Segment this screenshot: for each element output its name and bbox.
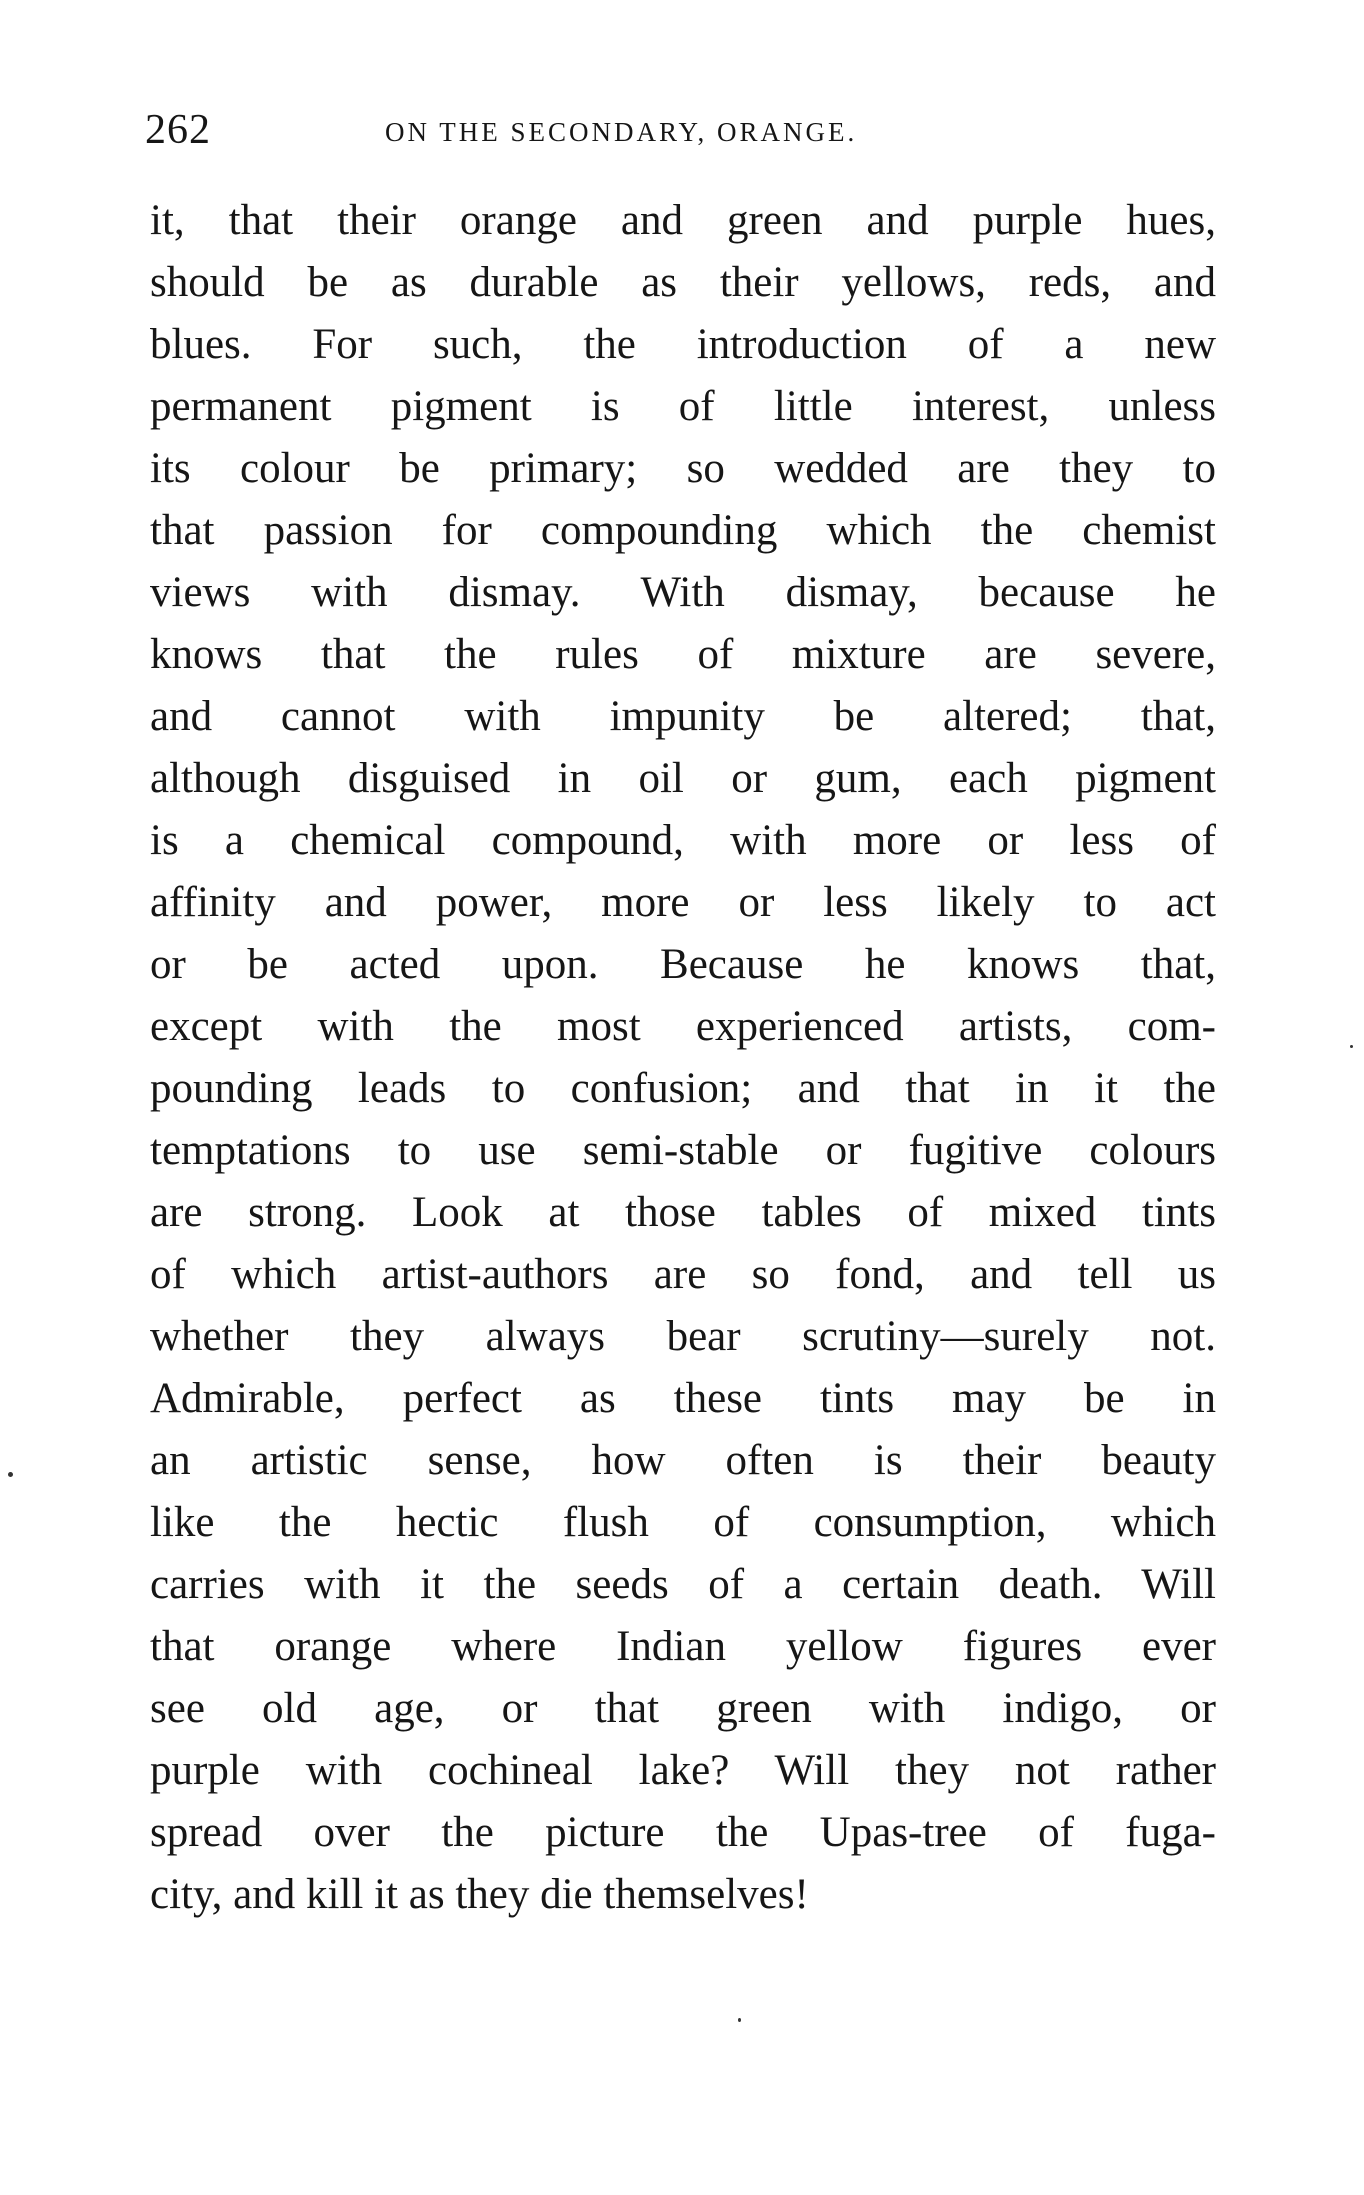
text-line: Admirable, perfect as these tints may be in bbox=[150, 1375, 1216, 1422]
text-line: carries with it the seeds of a certain death. Will bbox=[150, 1561, 1216, 1608]
text-line: it, that their orange and green and purple hues, bbox=[150, 197, 1216, 244]
text-line: although disguised in oil or gum, each pigment bbox=[150, 755, 1216, 802]
text-line: purple with cochineal lake? Will they not rather bbox=[150, 1747, 1216, 1794]
text-line: and cannot with impunity be altered; that, bbox=[150, 693, 1216, 740]
page-number: 262 bbox=[145, 107, 211, 153]
text-line: temptations to use semi-stable or fugitive colours bbox=[150, 1127, 1216, 1174]
paper-speck bbox=[738, 2018, 741, 2022]
text-line: that orange where Indian yellow figures ever bbox=[150, 1623, 1216, 1670]
text-line: affinity and power, more or less likely to act bbox=[150, 879, 1216, 926]
text-line: city, and kill it as they die themselves! bbox=[150, 1871, 809, 1918]
paper-speck bbox=[1350, 1045, 1353, 1048]
text-line: or be acted upon. Because he knows that, bbox=[150, 941, 1216, 988]
text-line: see old age, or that green with indigo, or bbox=[150, 1685, 1216, 1732]
paper-speck bbox=[8, 1472, 13, 1477]
text-line: blues. For such, the introduction of a new bbox=[150, 321, 1216, 368]
text-line: should be as durable as their yellows, reds, and bbox=[150, 259, 1216, 306]
text-line: like the hectic flush of consumption, which bbox=[150, 1499, 1216, 1546]
text-line: pounding leads to confusion; and that in it the bbox=[150, 1065, 1216, 1112]
text-line: permanent pigment is of little interest, unless bbox=[150, 383, 1216, 430]
text-line: an artistic sense, how often is their beauty bbox=[150, 1437, 1216, 1484]
text-line: that passion for compounding which the chemist bbox=[150, 507, 1216, 554]
text-line: its colour be primary; so wedded are they to bbox=[150, 445, 1216, 492]
text-line: of which artist-authors are so fond, and tell us bbox=[150, 1251, 1216, 1298]
page-header bbox=[145, 100, 1225, 170]
text-line: except with the most experienced artists, com- bbox=[150, 1003, 1216, 1050]
text-line: views with dismay. With dismay, because he bbox=[150, 569, 1216, 616]
text-line: is a chemical compound, with more or less of bbox=[150, 817, 1216, 864]
text-line: spread over the picture the Upas-tree of fuga- bbox=[150, 1809, 1216, 1856]
running-head: ON THE SECONDARY, ORANGE. bbox=[385, 117, 858, 147]
body-text bbox=[150, 190, 1216, 1926]
text-line: knows that the rules of mixture are severe, bbox=[150, 631, 1216, 678]
text-line: are strong. Look at those tables of mixed tints bbox=[150, 1189, 1216, 1236]
text-line: whether they always bear scrutiny—surely not. bbox=[150, 1313, 1216, 1360]
